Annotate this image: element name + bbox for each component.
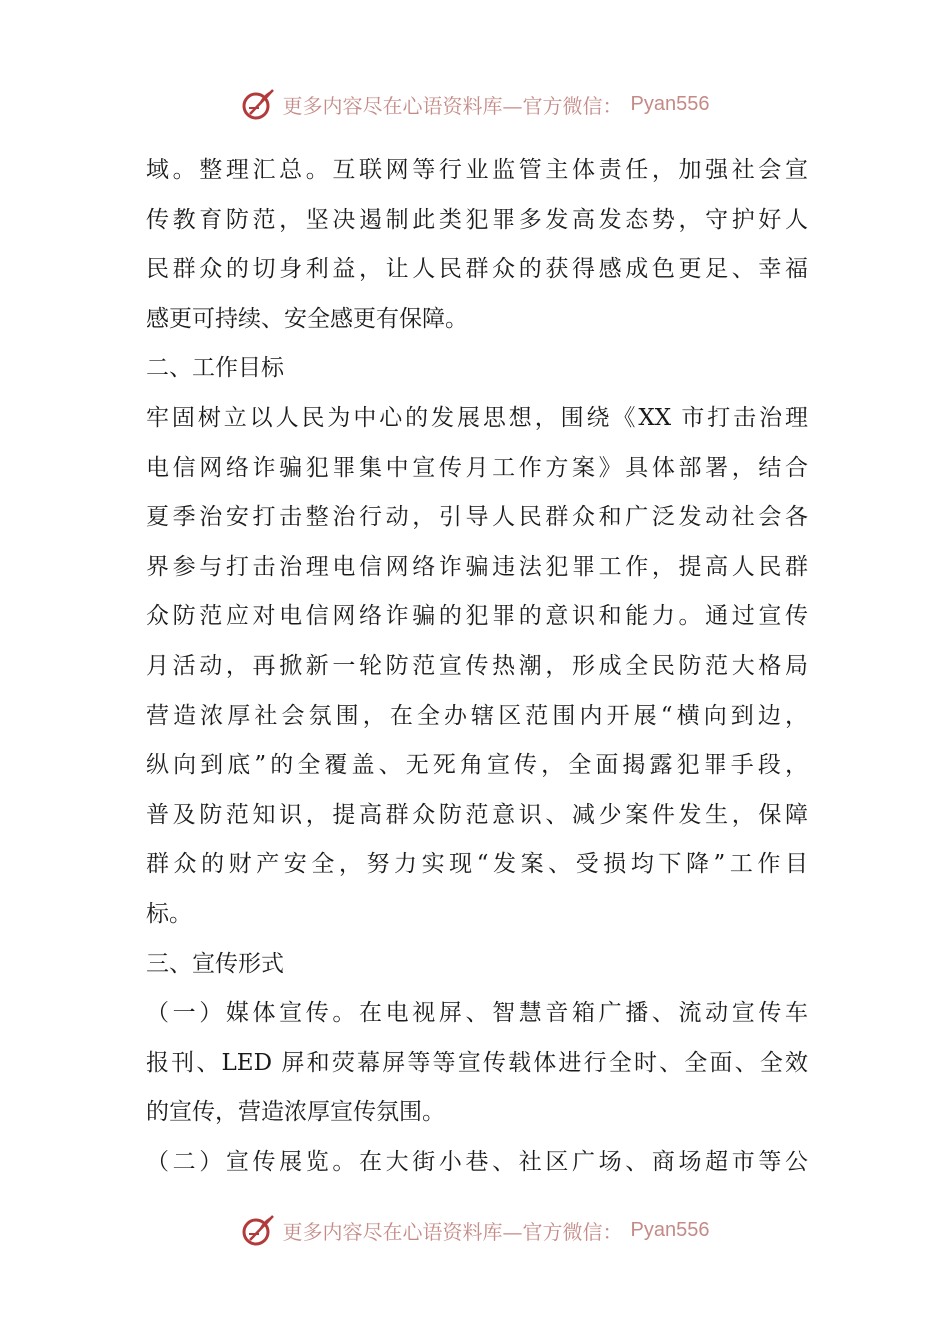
watermark-wechat-id: Pyan556	[630, 1218, 710, 1241]
body-line: （二）宣传展览。在大街小巷、社区广场、商场超市等公	[146, 1148, 808, 1175]
watermark-header	[0, 82, 950, 126]
watermark-text: 更多内容尽在心语资料库—官方微信：	[282, 1219, 623, 1244]
body-line: 月活动，再掀新一轮防范宣传热潮，形成全民防范大格局	[146, 652, 808, 679]
watermark-footer	[0, 1208, 950, 1252]
body-line: 众防范应对电信网络诈骗的犯罪的意识和能力。通过宣传	[146, 603, 808, 630]
body-line: 夏季治安打击整治行动，引导人民群众和广泛发动社会各	[146, 504, 808, 531]
body-line: 标。	[146, 900, 192, 927]
body-line: 民群众的切身利益，让人民群众的获得感成色更足、幸福	[146, 256, 808, 283]
body-line: 传教育防范，坚决遏制此类犯罪多发高发态势，守护好人	[146, 206, 808, 233]
body-line: 电信网络诈骗犯罪集中宣传月工作方案》具体部署，结合	[146, 454, 808, 481]
body-line: 的宣传，营造浓厚宣传氛围。	[146, 1099, 445, 1126]
watermark-text: 更多内容尽在心语资料库—官方微信：	[282, 93, 623, 118]
body-line: 纵向到底”的全覆盖、无死角宣传，全面揭露犯罪手段，	[146, 752, 808, 779]
document-body	[146, 146, 808, 1187]
section-heading: 三、宣传形式	[146, 950, 284, 977]
body-line: 报刊、LED 屏和荧幕屏等等宣传载体进行全时、全面、全效	[146, 1049, 808, 1076]
body-line: 感更可持续、安全感更有保障。	[146, 305, 468, 332]
body-line: 域。整理汇总。互联网等行业监管主体责任，加强社会宣	[146, 157, 808, 183]
body-line: 普及防范知识，提高群众防范意识、减少案件发生，保障	[146, 801, 808, 828]
body-line: （一）媒体宣传。在电视屏、智慧音箱广播、流动宣传车	[146, 1000, 808, 1027]
body-line: 群众的财产安全，努力实现“发案、受损均下降”工作目	[146, 851, 808, 878]
section-heading: 二、工作目标	[146, 355, 284, 382]
quill-logo-icon	[241, 1212, 277, 1248]
watermark-wechat-id: Pyan556	[630, 92, 710, 115]
body-line: 牢固树立以人民为中心的发展思想，围绕《XX 市打击治理	[146, 404, 808, 431]
body-line: 界参与打击治理电信网络诈骗违法犯罪工作，提高人民群	[146, 553, 808, 580]
quill-logo-icon	[241, 86, 277, 122]
body-line: 营造浓厚社会氛围，在全办辖区范围内开展“横向到边，	[146, 702, 808, 729]
